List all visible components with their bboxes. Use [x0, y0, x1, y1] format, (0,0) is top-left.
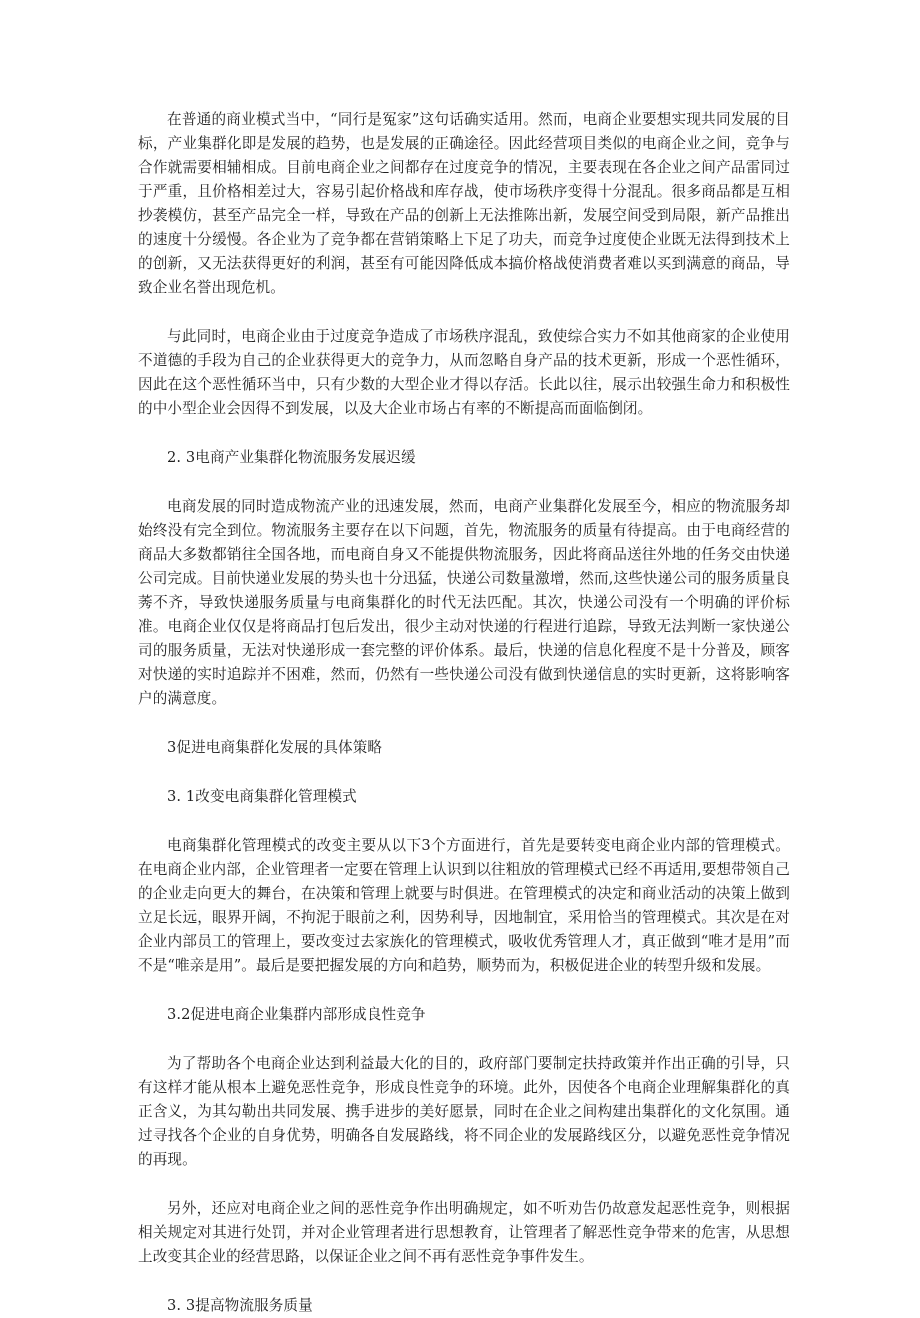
paragraph-vicious-cycle: 与此同时，电商企业由于过度竞争造成了市场秩序混乱，致使综合实力不如其他商家的企业使用不道德的手段为自己的企业获得更大的竞争力，从而忽略自身产品的技术更新，形成一个恶性循环，因此在这个恶性循环当中，只有少数的大型企业才得以存活。长此以往，展示出较强生命力和积极性的中小型企业会因得不到发展，以及大企业市场占有率的不断提高而面临倒闭。	[138, 328, 790, 417]
paragraph-logistics-service: 电商发展的同时造成物流产业的迅速发展，然而，电商产业集群化发展至今，相应的物流服务却始终没有完全到位。物流服务主要存在以下问题，首先，物流服务的质量有待提高。由于电商经营的商品大多数都销往全国各地，而电商自身又不能提供物流服务，因此将商品送往外地的任务交由快递公司完成。目前快递业发展的势头也十分迅猛，快递公司数量激增，然而,这些快递公司的服务质量良莠不齐，导致快递服务质量与电商集群化的时代无法匹配。其次，快递公司没有一个明确的评价标准。电商企业仅仅是将商品打包后发出，很少主动对快递的行程进行追踪，导致无法判断一家快递公司的服务质量，无法对快递形成一套完整的评价体系。最后，快递的信息化程度不是十分普及，顾客对快递的实时追踪并不困难，然而，仍然有一些快递公司没有做到快递信息的实时更新，这将影响客户的满意度。	[138, 498, 790, 707]
paragraph-industry-clustering: 在普通的商业模式当中，“同行是冤家”这句话确实适用。然而，电商企业要想实现共同发展的目标，产业集群化即是发展的趋势，也是发展的正确途径。因此经营项目类似的电商企业之间，竞争与合作就需要相辅相成。目前电商企业之间都存在过度竞争的情况，主要表现在各企业之间产品雷同过于严重，且价格相差过大，容易引起价格战和库存战，使市场秩序变得十分混乱。很多商品都是互相抄袭模仿，甚至产品完全一样，导致在产品的创新上无法推陈出新，发展空间受到局限，新产品推出的速度十分缓慢。各企业为了竞争都在营销策略上下足了功夫，而竞争过度使企业既无法得到技术上的创新，又无法获得更好的利润，甚至有可能因降低成本搞价格战使消费者难以买到满意的商品，导致企业名誉出现危机。	[138, 111, 790, 296]
paragraph-benign-competition: 为了帮助各个电商企业达到利益最大化的目的，政府部门要制定扶持政策并作出正确的引导，只有这样才能从根本上避免恶性竞争，形成良性竞争的环境。此外，因使各个电商企业理解集群化的真正含义，为其勾勒出共同发展、携手进步的美好愿景，同时在企业之间构建出集群化的文化氛围。通过寻找各个企业的自身优势，明确各自发展路线，将不同企业的发展路线区分，以避免恶性竞争情况的再现。	[138, 1055, 790, 1168]
paragraph-regulation: 另外，还应对电商企业之间的恶性竞争作出明确规定，如不听劝告仍故意发起恶性竞争，则根据相关规定对其进行处罚，并对企业管理者进行思想教育，让管理者了解恶性竞争带来的危害，从思想上改变其企业的经营思路，以保证企业之间不再有恶性竞争事件发生。	[138, 1200, 790, 1265]
section-heading-2-3: 2. 3电商产业集群化物流服务发展迟缓	[167, 449, 416, 466]
section-heading-3-1: 3. 1改变电商集群化管理模式	[167, 788, 357, 805]
paragraph-management-mode: 电商集群化管理模式的改变主要从以下3个方面进行，首先是要转变电商企业内部的管理模式。在电商企业内部，企业管理者一定要在管理上认识到以往粗放的管理模式已经不再适用,要想带领自己的企业走向更大的舞台，在决策和管理上就要与时俱进。在管理模式的决定和商业活动的决策上做到立足长远，眼界开阔，不拘泥于眼前之利，因势利导，因地制宜，采用恰当的管理模式。其次是在对企业内部员工的管理上，要改变过去家族化的管理模式，吸收优秀管理人才，真正做到“唯才是用”而不是“唯亲是用”。最后是要把握发展的方向和趋势，顺势而为，积极促进企业的转型升级和发展。	[138, 837, 790, 974]
section-heading-3-2: 3.2促进电商企业集群内部形成良性竞争	[167, 1006, 426, 1023]
document-page	[138, 108, 790, 1318]
section-heading-3-3: 3. 3提高物流服务质量	[167, 1297, 313, 1314]
section-heading-3: 3促进电商集群化发展的具体策略	[167, 739, 383, 756]
